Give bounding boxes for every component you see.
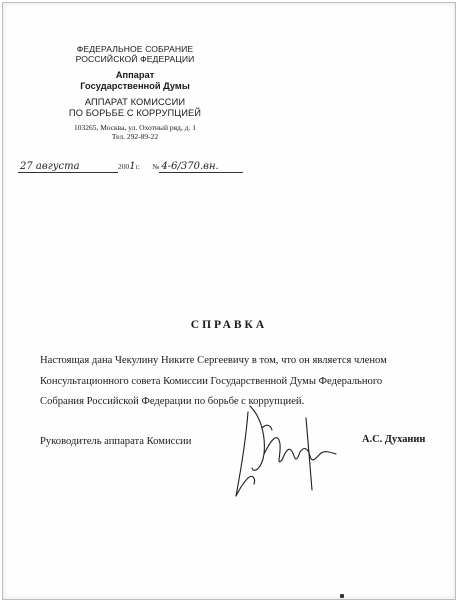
reference-year-unit: г. xyxy=(135,162,140,171)
letterhead-commission-line1: АППАРАТ КОМИССИИ xyxy=(84,97,186,107)
handwritten-signature xyxy=(226,398,352,510)
letterhead-apparatus-line2: Государственной Думы xyxy=(80,81,190,91)
body-line: Собрания Российской Федерации по борьбе с коррупцией. xyxy=(40,396,305,407)
body-line: Настоящая дана Чекулину Никите Сергеевичу в том, что он является членом xyxy=(40,355,387,366)
letterhead xyxy=(56,44,214,141)
letterhead-org-line1: ФЕДЕРАЛЬНОЕ СОБРАНИЕ xyxy=(76,44,194,54)
letterhead-phone: Тел. 292-89-22 xyxy=(111,132,159,141)
document-title: СПРАВКА xyxy=(190,319,268,331)
reference-year-prefix: 200 xyxy=(118,162,130,171)
signatory-role: Руководитель аппарата Комиссии xyxy=(40,436,192,447)
letterhead-commission-line2: ПО БОРЬБЕ С КОРРУПЦИЕЙ xyxy=(68,108,202,118)
reference-year-suffix: 1 xyxy=(129,161,136,172)
reference-date-field xyxy=(18,161,118,173)
letterhead-org-line2: РОССИЙСКОЙ ФЕДЕРАЦИИ xyxy=(75,54,195,64)
reference-day: 27 xyxy=(20,161,33,172)
signatory-name: А.С. Духанин xyxy=(362,434,426,445)
reference-month: августа xyxy=(35,161,80,172)
letterhead-address: 103265, Москва, ул. Охотный ряд, д. 1 xyxy=(74,123,196,132)
reference-line xyxy=(18,161,258,173)
reference-number: 4-6/370.вн. xyxy=(159,161,243,173)
letterhead-apparatus-line1: Аппарат xyxy=(115,70,155,80)
body-line: Консультационного совета Комиссии Государственной Думы Федерального xyxy=(40,375,383,387)
reference-number-prefix: № xyxy=(152,162,160,171)
scan-artifact xyxy=(340,594,344,598)
